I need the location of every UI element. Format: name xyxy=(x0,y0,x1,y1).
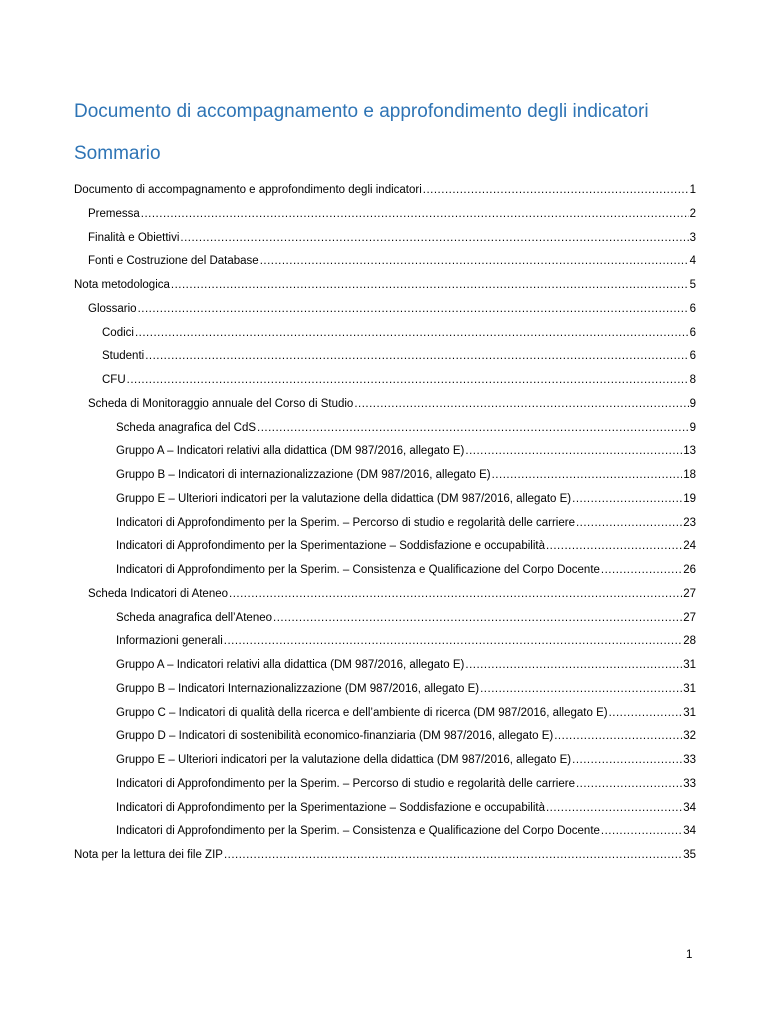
toc-entry-title: Gruppo B – Indicatori Internazionalizzazione (DM 987/2016, allegato E) xyxy=(116,682,480,695)
toc-entry-title: Scheda Indicatori di Ateneo xyxy=(88,587,229,600)
toc-entry-page: 26 xyxy=(683,564,696,576)
toc-leader-dots xyxy=(465,442,682,460)
toc-entry-title: Codici xyxy=(102,326,134,339)
toc-entry-page: 4 xyxy=(689,255,696,268)
toc-entry[interactable] xyxy=(102,371,696,389)
toc-leader-dots xyxy=(260,252,689,270)
document-title: Documento di accompagnamento e approfondimento degli indicatori xyxy=(74,101,649,122)
toc-leader-dots xyxy=(135,324,689,342)
toc-entry-title: Gruppo D – Indicatori di sostenibilità economico-finanziaria (DM 987/2016, allegato E) xyxy=(116,730,554,743)
toc-entry[interactable] xyxy=(116,419,696,437)
toc-entry-page: 27 xyxy=(683,587,696,600)
toc-entry-title: Indicatori di Approfondimento per la Sperimentazione – Soddisfazione e occupabilità xyxy=(116,801,545,814)
page-number: 1 xyxy=(686,949,693,961)
toc-entry[interactable] xyxy=(116,656,696,674)
toc-entry[interactable] xyxy=(102,324,696,342)
toc-entry-title: Studenti xyxy=(102,350,145,363)
toc-entry-title: Premessa xyxy=(88,207,140,220)
toc-entry-title: Indicatori di Approfondimento per la Sperim. – Consistenza e Qualificazione del Corpo Docente xyxy=(116,825,600,838)
toc-leader-dots xyxy=(257,419,689,437)
toc-entry[interactable] xyxy=(88,205,696,223)
toc-leader-dots xyxy=(180,229,688,247)
toc-leader-dots xyxy=(609,704,683,722)
toc-leader-dots xyxy=(145,347,688,365)
toc-leader-dots xyxy=(354,395,688,413)
toc-entry[interactable] xyxy=(88,395,696,413)
toc-entry-title: Fonti e Costruzione del Database xyxy=(88,255,259,268)
toc-entry-page: 9 xyxy=(689,397,696,410)
toc-leader-dots xyxy=(546,799,682,817)
toc-entry-title: Scheda anagrafica dell’Ateneo xyxy=(116,611,273,624)
toc-entry-page: 6 xyxy=(689,326,696,339)
toc-leader-dots xyxy=(224,846,682,864)
toc-leader-dots xyxy=(601,561,682,579)
toc-entry-page: 23 xyxy=(683,516,696,529)
toc-entry-page: 13 xyxy=(683,445,696,458)
toc-entry-page: 34 xyxy=(683,825,696,838)
toc-entry-title: Gruppo E – Ulteriori indicatori per la valutazione della didattica (DM 987/2016, allegato E) xyxy=(116,492,572,505)
toc-entry[interactable] xyxy=(116,609,696,627)
toc-entry-title: CFU xyxy=(102,374,126,386)
toc-entry-page: 33 xyxy=(683,754,696,766)
toc-entry-page: 1 xyxy=(689,184,696,196)
toc-entry-page: 19 xyxy=(683,492,696,505)
toc-leader-dots xyxy=(423,181,689,199)
toc-entry-page: 33 xyxy=(683,777,696,790)
toc-entry-page: 34 xyxy=(683,801,696,814)
toc-entry[interactable] xyxy=(116,704,696,722)
toc-entry-page: 32 xyxy=(683,730,696,743)
toc-leader-dots xyxy=(572,490,682,508)
toc-entry[interactable] xyxy=(74,846,696,864)
toc-entry[interactable] xyxy=(116,490,696,508)
toc-leader-dots xyxy=(572,751,682,769)
toc-entry[interactable] xyxy=(74,181,696,199)
toc-entry[interactable] xyxy=(116,561,696,579)
toc-entry-title: Gruppo B – Indicatori di internazionalizzazione (DM 987/2016, allegato E) xyxy=(116,469,491,481)
toc-entry-title: Indicatori di Approfondimento per la Sperim. – Percorso di studio e regolarità delle carriere xyxy=(116,777,575,790)
toc-leader-dots xyxy=(224,632,682,650)
toc-entry[interactable] xyxy=(102,347,696,365)
toc-leader-dots xyxy=(480,680,682,698)
toc-entry-page: 31 xyxy=(683,706,696,719)
toc-entry-title: Indicatori di Approfondimento per la Sperim. – Consistenza e Qualificazione del Corpo Docente xyxy=(116,564,600,576)
toc-entry-page: 31 xyxy=(683,659,696,671)
toc-entry[interactable] xyxy=(88,300,696,318)
toc-entry[interactable] xyxy=(116,466,696,484)
toc-leader-dots xyxy=(601,822,682,840)
toc-leader-dots xyxy=(141,205,689,223)
toc-entry[interactable] xyxy=(116,775,696,793)
toc-entry[interactable] xyxy=(116,751,696,769)
toc-entry[interactable] xyxy=(116,822,696,840)
toc-entry-page: 3 xyxy=(689,231,696,244)
toc-entry[interactable] xyxy=(116,727,696,745)
toc-entry[interactable] xyxy=(88,585,696,603)
toc-leader-dots xyxy=(576,775,682,793)
toc-entry[interactable] xyxy=(116,632,696,650)
toc-entry[interactable] xyxy=(116,442,696,460)
toc-entry-title: Finalità e Obiettivi xyxy=(88,231,180,244)
toc-entry-page: 6 xyxy=(689,302,696,315)
toc-entry-title: Scheda anagrafica del CdS xyxy=(116,421,257,434)
toc-entry-page: 8 xyxy=(689,374,696,386)
toc-leader-dots xyxy=(554,727,682,745)
toc-entry-page: 24 xyxy=(683,540,696,553)
toc-entry-page: 6 xyxy=(689,350,696,363)
toc-leader-dots xyxy=(138,300,689,318)
toc-entry-title: Gruppo E – Ulteriori indicatori per la valutazione della didattica (DM 987/2016, allegato E) xyxy=(116,754,572,766)
toc-entry-title: Indicatori di Approfondimento per la Sperimentazione – Soddisfazione e occupabilità xyxy=(116,540,545,553)
toc-leader-dots xyxy=(229,585,682,603)
toc-entry-page: 35 xyxy=(683,849,696,861)
toc-entry-page: 2 xyxy=(689,207,696,220)
toc-leader-dots xyxy=(492,466,683,484)
toc-entry-page: 27 xyxy=(683,611,696,624)
toc-heading: Sommario xyxy=(74,143,161,164)
toc-entry-title: Informazioni generali xyxy=(116,635,223,648)
toc-entry[interactable] xyxy=(88,229,696,247)
toc-entry-title: Documento di accompagnamento e approfondimento degli indicatori xyxy=(74,184,422,196)
toc-entry-page: 18 xyxy=(683,469,696,481)
toc-leader-dots xyxy=(465,656,682,674)
toc-leader-dots xyxy=(546,537,682,555)
toc-entry[interactable] xyxy=(88,252,696,270)
toc-entry-title: Gruppo A – Indicatori relativi alla didattica (DM 987/2016, allegato E) xyxy=(116,659,465,671)
toc-entry[interactable] xyxy=(116,799,696,817)
toc-entry[interactable] xyxy=(116,537,696,555)
toc-leader-dots xyxy=(127,371,689,389)
toc-entry[interactable] xyxy=(116,680,696,698)
toc-leader-dots xyxy=(171,276,689,294)
toc-leader-dots xyxy=(576,514,682,532)
toc-entry-title: Scheda di Monitoraggio annuale del Corso di Studio xyxy=(88,397,354,410)
toc-entry[interactable] xyxy=(74,276,696,294)
toc-entry-title: Nota per la lettura dei file ZIP xyxy=(74,849,223,861)
toc-entry[interactable] xyxy=(116,514,696,532)
toc-entry-title: Glossario xyxy=(88,302,137,315)
toc-entry-page: 5 xyxy=(689,279,696,291)
toc-entry-title: Gruppo A – Indicatori relativi alla didattica (DM 987/2016, allegato E) xyxy=(116,445,465,458)
toc-entry-title: Gruppo C – Indicatori di qualità della ricerca e dell’ambiente di ricerca (DM 987/2016, allegato E) xyxy=(116,706,608,719)
toc-entry-page: 31 xyxy=(683,682,696,695)
toc-entry-page: 9 xyxy=(689,421,696,434)
toc-entry-title: Indicatori di Approfondimento per la Sperim. – Percorso di studio e regolarità delle carriere xyxy=(116,516,575,529)
toc-entry-page: 28 xyxy=(683,635,696,648)
toc-entry-title: Nota metodologica xyxy=(74,279,170,291)
toc-leader-dots xyxy=(273,609,682,627)
